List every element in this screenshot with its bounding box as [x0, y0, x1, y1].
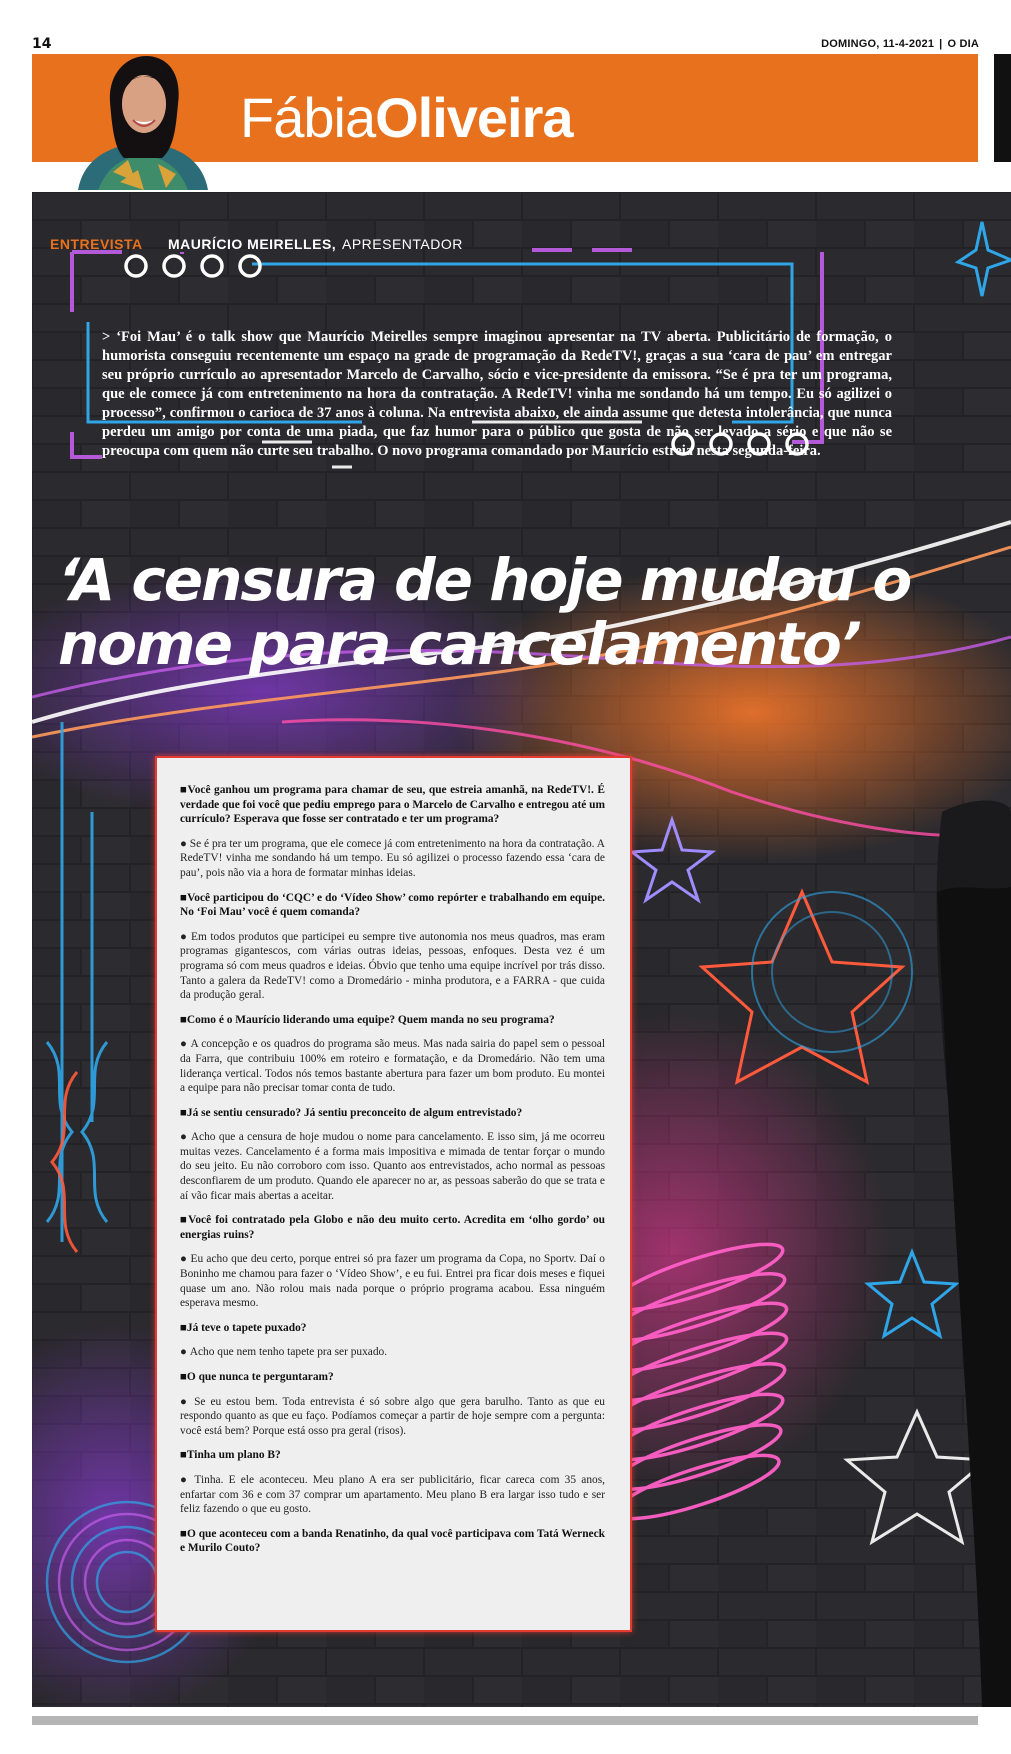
- qa-text: Acho que nem tenho tapete pra ser puxado.: [189, 1346, 388, 1359]
- qa-text: Você ganhou um programa para chamar de seu, que estreia amanhã, na RedeTV!. É verdade que foi você que pediu emprego para o Marcelo de Carvalho e entregou até um currículo? Esperava que fosse ser contratado e ter um programa?: [180, 784, 605, 826]
- interview-answer: [180, 1395, 605, 1439]
- qa-text: Tinha. E ele aconteceu. Meu plano A era ser publicitário, ficar careca com 35 anos, enfartar com 36 e com 37 comprar um apartamento. Meu plano B era largar isso tudo e ser feliz fazendo o que eu gosto.: [180, 1473, 605, 1516]
- article-lede: > ‘Foi Mau’ é o talk show que Maurício Meirelles sempre imaginou apresentar na TV aberta. Publicitário de formação, o humorista conseguiu recentemente um espaço na grade de programação da RedeTV!, graças a sua ‘cara de pau’ em entregar seu próprio currículo ao apresentador Marcelo de Carvalho, sócio e vice-presidente da emissora. “Se é pra ter um programa, que ele comece já com entretenimento na hora da contratação. A RedeTV! vinha me sondando há um tempo. Eu só agilizei o processo”, confirmou o carioca de 37 anos à coluna. Na entrevista abaixo, ele ainda assume que detesta intolerância, que nunca perdeu um amigo por conta de uma piada, que faz humor para o público que gosta de não ser levado a sério e que não se preocupa com quem não curte seu trabalho. O novo programa comandado por Maurício estreia nesta segunda-feira.: [102, 329, 892, 459]
- interview-answer: [180, 1037, 605, 1095]
- round-bullet-icon: ●: [180, 1038, 191, 1051]
- qa-text: Eu acho que deu certo, porque entrei só pra fazer um programa da Copa, no Sportv. Daí o Boninho me chamou para fazer o ‘Vídeo Show’, e eu fui. Entrei pra ficar dois meses e fiquei quase um ano. Não rolou mais nada porque o próprio programa acabou. Essa ninguém esperava mesmo.: [180, 1253, 606, 1310]
- round-bullet-icon: ●: [180, 1395, 195, 1408]
- interview-question: [180, 1527, 605, 1556]
- qa-text: Já teve o tapete puxado?: [186, 1321, 307, 1334]
- interview-question: [180, 1448, 605, 1463]
- interview-question: [180, 1013, 605, 1028]
- interview-answer: [180, 1473, 605, 1517]
- round-bullet-icon: ●: [180, 930, 192, 943]
- square-bullet-icon: ■: [180, 1214, 189, 1227]
- qa-text: Você participou do ‘CQC’ e do ‘Vídeo Show’ como repórter e trabalhando em equipe. No ‘Foi Mau’ você é quem comanda?: [180, 891, 605, 919]
- round-bullet-icon: ●: [180, 1346, 190, 1359]
- qa-text: O que aconteceu com a banda Renatinho, da qual você participava com Tatá Werneck e Murilo Couto?: [180, 1527, 605, 1555]
- round-bullet-icon: ●: [180, 1131, 191, 1144]
- newspaper-brand: O DIA: [947, 38, 979, 50]
- section-kicker: ENTREVISTA: [50, 236, 143, 252]
- round-bullet-icon: ●: [180, 837, 190, 850]
- interviewee-role: APRESENTADOR: [342, 236, 463, 252]
- columnist-photo: [58, 52, 228, 190]
- interview-question: [180, 1321, 605, 1336]
- square-bullet-icon: ■: [180, 1449, 187, 1462]
- interview-question: [180, 1370, 605, 1385]
- header-side-block: [994, 54, 1011, 162]
- qa-text: Se é pra ter um programa, que ele comece já com entretenimento na hora da contratação. A RedeTV! vinha me sondando há um tempo. Eu só agilizei o processo fazendo essa ‘cara de pau’, pois não via a hora de formatar minhas ideias.: [180, 837, 605, 879]
- interview-question: [180, 891, 605, 920]
- page-number: 14: [32, 36, 52, 52]
- square-bullet-icon: ■: [180, 1321, 187, 1334]
- square-bullet-icon: ■: [180, 784, 188, 796]
- qa-text: Já se sentiu censurado? Já sentiu preconceito de algum entrevistado?: [186, 1106, 523, 1119]
- round-bullet-icon: ●: [180, 1473, 195, 1486]
- qa-text: Tinha um plano B?: [186, 1449, 281, 1462]
- interview-question: [180, 1106, 605, 1121]
- article-headline: ‘A censura de hoje mudou o nome para cancelamento’: [58, 546, 911, 678]
- interview-answer: [180, 1252, 605, 1310]
- qa-text: O que nunca te perguntaram?: [186, 1371, 334, 1383]
- interview-qa: [180, 783, 605, 1566]
- interview-answer: [180, 930, 605, 1003]
- square-bullet-icon: ■: [180, 1527, 187, 1540]
- interview-answer: [180, 1345, 605, 1360]
- square-bullet-icon: ■: [180, 1371, 187, 1383]
- round-bullet-icon: ●: [180, 1253, 191, 1266]
- qa-text: A concepção e os quadros do programa são meus. Mas nada sairia do papel sem o pessoal da Farra, que contribuiu 100% em roteiro e formatação, e da Dromedário. Não tem uma liderança vertical. Todos nós temos bastante abertura para fazer um bom produto. Eu montei a equipe para não precisar tomar conta de tudo.: [180, 1038, 606, 1095]
- qa-text: Se eu estou bem. Toda entrevista é só sobre algo que gera barulho. Tanto as que eu respondo quanto as que eu faço. Podíamos começar a partir de hoje sempre com a pergunta: você está bem? Porque está osso pra geral (risos).: [180, 1395, 605, 1437]
- interview-answer: [180, 1130, 605, 1203]
- page-folio: [821, 38, 979, 50]
- qa-text: Em todos produtos que participei eu sempre tive autonomia nos meus quadros, mas eram programas gigantescos, com várias outras ideias, pessoas, enfoques. Desta vez é um programa só com meus quadros e ideias. Óbvio que tenho uma equipe incrível por trás disso. Tanto a galera da RedeTV! como a Dromedário - minha produtora, e a FARRA - que cuida da produção geral.: [180, 930, 605, 1002]
- qa-text: Você foi contratado pela Globo e não deu muito certo. Acredita em ‘olho gordo’ ou energias ruins?: [180, 1214, 605, 1241]
- page-date: DOMINGO, 11-4-2021: [821, 38, 935, 50]
- qa-text: Acho que a censura de hoje mudou o nome para cancelamento. E isso sim, já me ocorreu muitas vezes. Cancelamento é a forma mais impositiva e mimada de tentar forçar o mundo do seu jeito. Eu não corroboro com isso. Quanto aos entrevistados, acho normal as pessoas desconfiarem de um produto. Quando ele aparecer no ar, as pessoas saberão do que se trata e aí vão ficar mais abertas a aceitar.: [180, 1131, 605, 1202]
- interview-question: [180, 783, 605, 827]
- square-bullet-icon: ■: [180, 891, 188, 904]
- interviewee-name: MAURÍCIO MEIRELLES,: [168, 236, 337, 252]
- square-bullet-icon: ■: [180, 1013, 187, 1026]
- columnist-name: [240, 88, 573, 148]
- page-footer-rule: [32, 1716, 978, 1725]
- interview-answer: [180, 837, 605, 881]
- columnist-first-name: Fábia: [240, 86, 376, 149]
- square-bullet-icon: ■: [180, 1106, 187, 1119]
- folio-separator: |: [939, 38, 943, 50]
- interview-question: [180, 1213, 605, 1242]
- columnist-last-name: Oliveira: [375, 86, 573, 149]
- qa-text: Como é o Maurício liderando uma equipe? Quem manda no seu programa?: [186, 1013, 555, 1026]
